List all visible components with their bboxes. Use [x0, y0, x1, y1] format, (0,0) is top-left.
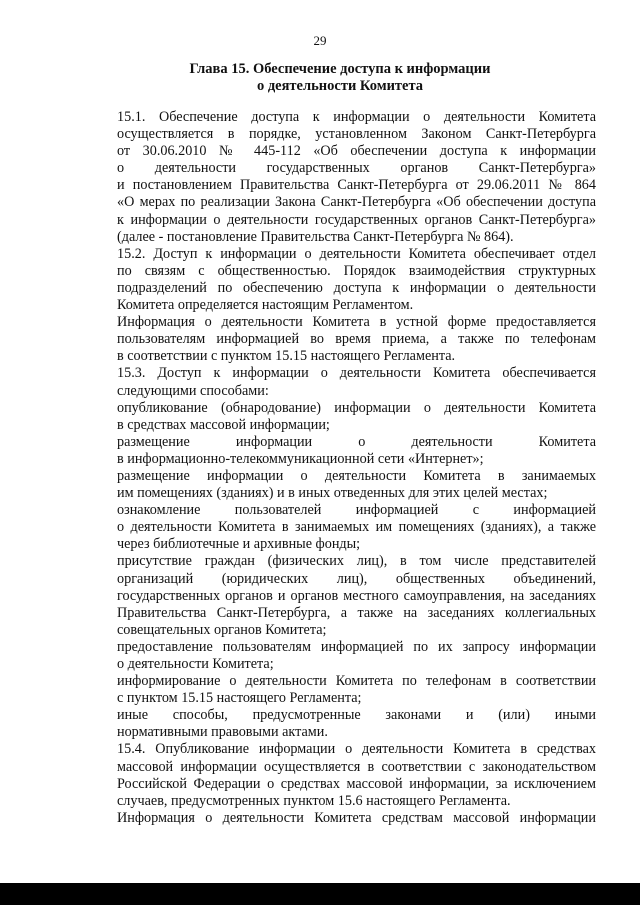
- list-item-phone: [90, 673, 596, 707]
- scan-bottom-edge: [0, 883, 640, 905]
- chapter-heading-line-2: о деятельности Комитета: [256, 78, 424, 94]
- paragraph-15-1: [90, 109, 596, 246]
- text-line: (далее - постановление Правительства Санкт-Петербурга № 864).: [117, 228, 514, 245]
- text-line: им помещениях (зданиях) и в иных отведенных для этих целей местах;: [117, 485, 548, 502]
- text-line: 15.2. Доступ к информации о деятельности Комитета обеспечивает отдел: [117, 245, 596, 262]
- list-item-attendance: [90, 553, 596, 638]
- text-line: через библиотечные и архивные фонды;: [117, 536, 361, 553]
- text-line: случаев, предусмотренных пунктом 15.6 настоящего Регламента.: [117, 792, 511, 809]
- text-line: информирование о деятельности Комитета по телефонам в соответствии: [117, 673, 596, 690]
- text-line: 15.3. Доступ к информации о деятельности Комитета обеспечивается: [117, 365, 596, 382]
- text-line: ознакомление пользователей информацией с информацией: [117, 502, 596, 519]
- list-item-premises: [90, 468, 596, 502]
- list-item-internet: [90, 434, 596, 468]
- text-line: осуществляется в порядке, установленном Законом Санкт-Петербурга: [117, 126, 596, 143]
- text-line: о деятельности государственных органов Санкт-Петербурга»: [117, 160, 596, 177]
- text-line: 15.4. Опубликование информации о деятельности Комитета в средствах: [117, 741, 596, 758]
- text-line: и постановлением Правительства Санкт-Петербурга от 29.06.2011 № 864: [117, 177, 596, 194]
- list-item-request: [90, 639, 596, 673]
- text-line: Правительства Санкт-Петербурга, а также на заседаниях коллегиальных: [117, 604, 596, 621]
- text-line: в средствах массовой информации;: [117, 416, 330, 433]
- text-line: размещение информации о деятельности Комитета: [117, 433, 596, 450]
- text-line: иные способы, предусмотренные законами и (или) иными: [117, 707, 596, 724]
- chapter-heading: [90, 61, 590, 95]
- text-line: Комитета определяется настоящим Регламентом.: [117, 297, 414, 314]
- text-line: с пунктом 15.15 настоящего Регламента;: [117, 690, 362, 707]
- text-line: присутствие граждан (физических лиц), в том числе представителей: [117, 553, 596, 570]
- text-line: нормативными правовыми актами.: [117, 724, 328, 741]
- text-line: следующими способами:: [117, 382, 269, 399]
- paragraph-15-3: [90, 365, 596, 399]
- text-line: Информация о деятельности Комитета в устной форме предоставляется: [117, 314, 596, 331]
- text-line: государственных органов и органов местного самоуправления, на заседаниях: [117, 587, 596, 604]
- text-line: 15.1. Обеспечение доступа к информации о деятельности Комитета: [117, 109, 596, 125]
- page-number: 29: [313, 33, 327, 48]
- paragraph-15-4: [90, 741, 596, 809]
- text-line: по связям с общественностью. Порядок взаимодействия структурных: [117, 262, 596, 279]
- text-line: в соответствии с пунктом 15.15 настоящего Регламента.: [117, 348, 456, 365]
- text-line: в информационно-телекоммуникационной сети «Интернет»;: [117, 450, 484, 467]
- text-line: подразделений по обеспечению доступа к информации о деятельности: [117, 279, 596, 296]
- document-body: [90, 109, 596, 827]
- paragraph-media-info: [90, 810, 596, 827]
- text-line: Информация о деятельности Комитета средствам массовой информации: [117, 809, 596, 826]
- list-item-familiarization: [90, 502, 596, 553]
- text-line: от 30.06.2010 № 445-112 «Об обеспечении доступа к информации: [117, 143, 596, 160]
- text-line: опубликование (обнародование) информации о деятельности Комитета: [117, 399, 596, 416]
- paragraph-oral-info: [90, 314, 596, 365]
- text-line: пользователям информацией во время приема, а также по телефонам: [117, 331, 596, 348]
- list-item-other: [90, 707, 596, 741]
- text-line: массовой информации осуществляется в соответствии с законодательством: [117, 758, 596, 775]
- text-line: размещение информации о деятельности Комитета в занимаемых: [117, 467, 596, 484]
- text-line: совещательных органов Комитета;: [117, 621, 327, 638]
- text-line: о деятельности Комитета в занимаемых им помещениях (зданиях), а также: [117, 519, 596, 536]
- list-item-publication: [90, 400, 596, 434]
- text-line: предоставление пользователям информацией по их запросу информации: [117, 638, 596, 655]
- chapter-heading-line-1: Глава 15. Обеспечение доступа к информации: [189, 61, 491, 77]
- paragraph-15-2: [90, 246, 596, 314]
- text-line: к информации о деятельности государственных органов Санкт-Петербурга»: [117, 211, 596, 228]
- text-line: организаций (юридических лиц), общественных объединений,: [117, 570, 596, 587]
- text-line: Российской Федерации о средствах массовой информации, за исключением: [117, 775, 596, 792]
- text-line: «О мерах по реализации Закона Санкт-Петербурга «Об обеспечении доступа: [117, 194, 596, 211]
- text-line: о деятельности Комитета;: [117, 656, 274, 672]
